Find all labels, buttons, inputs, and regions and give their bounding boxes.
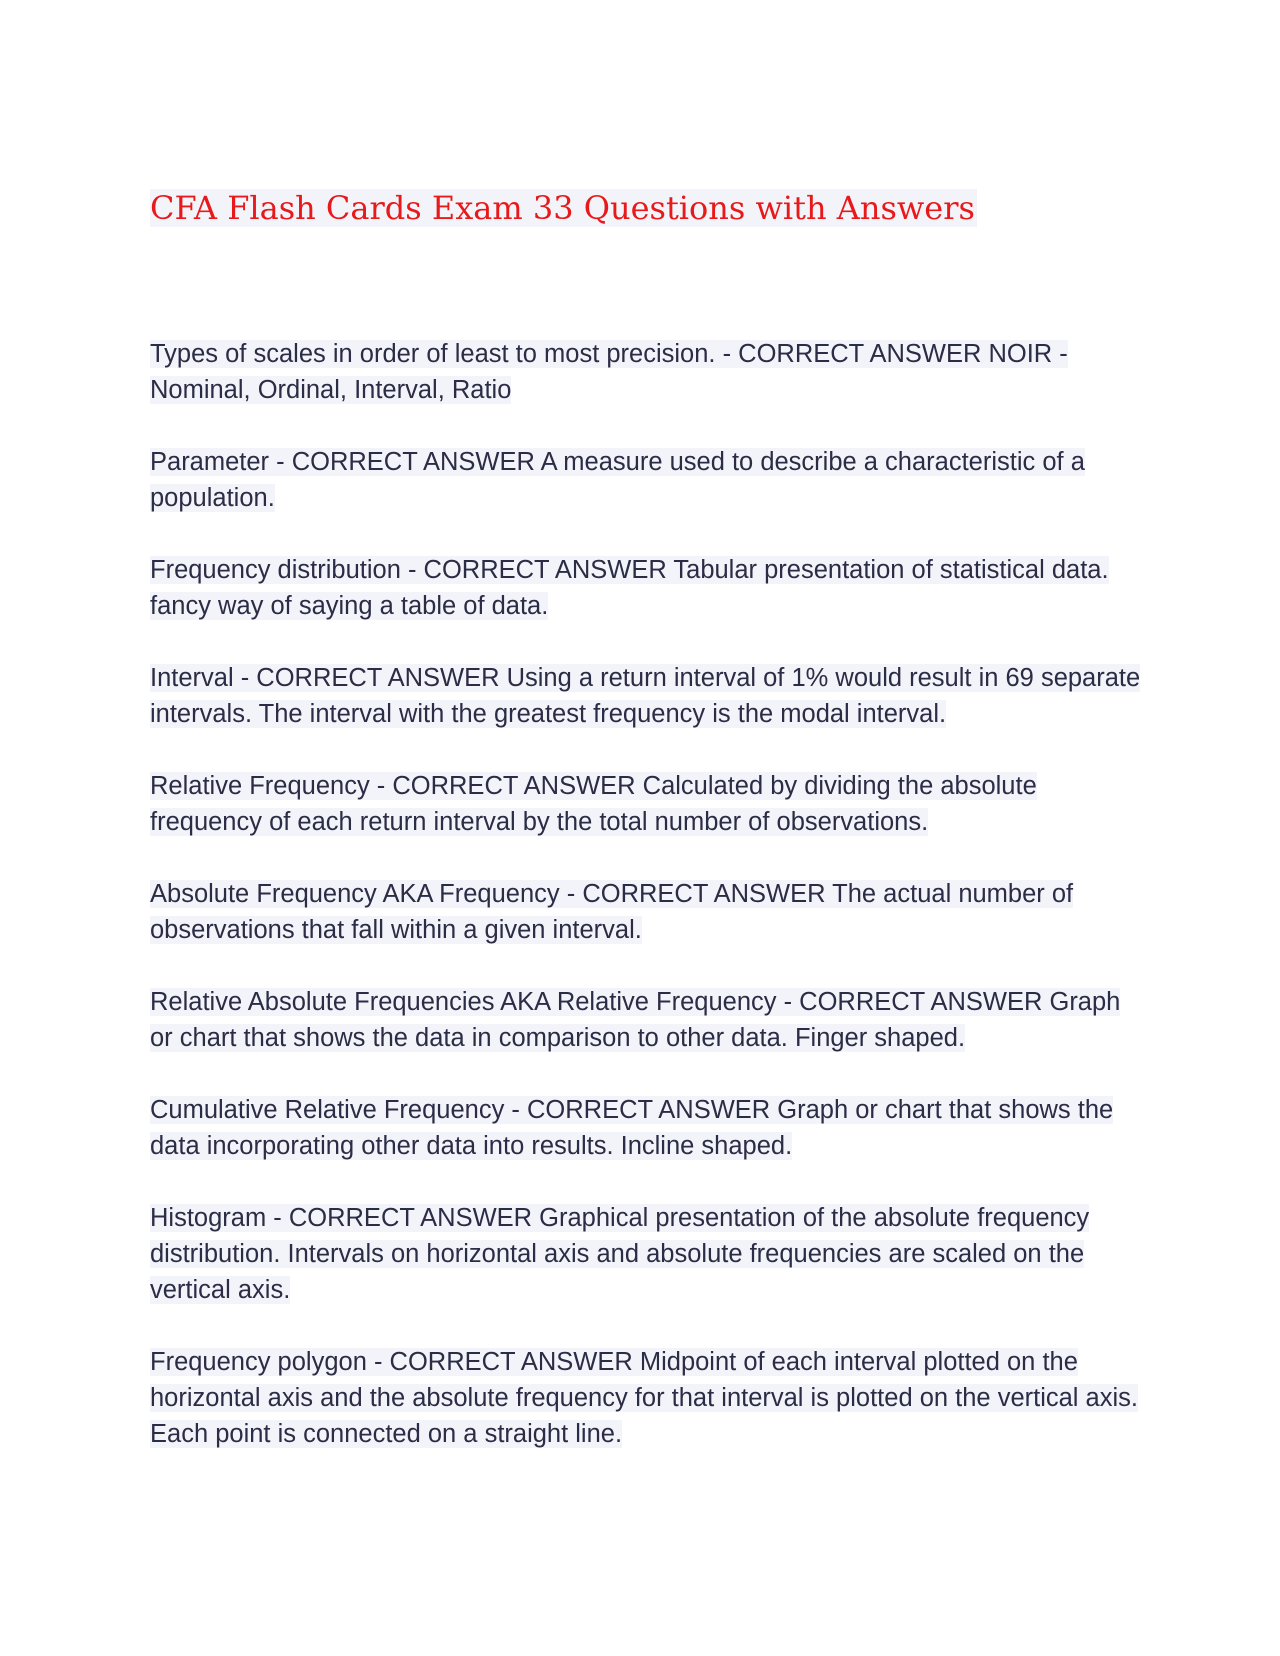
flashcard-item [150,1344,1150,1452]
flashcard-text: Frequency distribution - CORRECT ANSWER Tabular presentation of statistical data. fancy way of saying a table of data. [150,556,1109,620]
flashcard-text: Parameter - CORRECT ANSWER A measure used to describe a characteristic of a population. [150,448,1085,512]
flashcard-text: Relative Absolute Frequencies AKA Relative Frequency - CORRECT ANSWER Graph or chart that shows the data in comparison to other data. Finger shaped. [150,988,1121,1052]
flashcard-text: Types of scales in order of least to most precision. - CORRECT ANSWER NOIR - Nominal, Ordinal, Interval, Ratio [150,340,1068,404]
flashcard-item [150,660,1150,732]
flashcard-text: Frequency polygon - CORRECT ANSWER Midpoint of each interval plotted on the horizontal axis and the absolute frequency for that interval is plotted on the vertical axis. Each point is connected on a straight line. [150,1348,1138,1448]
flashcard-text: Relative Frequency - CORRECT ANSWER Calculated by dividing the absolute frequency of each return interval by the total number of observations. [150,772,1037,836]
document-title [150,186,977,230]
flashcard-list [150,336,1150,1488]
flashcard-text: Histogram - CORRECT ANSWER Graphical presentation of the absolute frequency distribution. Intervals on horizontal axis and absolute frequencies are scaled on the vertical axis. [150,1204,1090,1304]
flashcard-item [150,768,1150,840]
flashcard-item [150,444,1150,516]
flashcard-item [150,1200,1150,1308]
flashcard-text: Interval - CORRECT ANSWER Using a return interval of 1% would result in 69 separate intervals. The interval with the greatest frequency is the modal interval. [150,664,1141,728]
flashcard-text: Absolute Frequency AKA Frequency - CORRECT ANSWER The actual number of observations that fall within a given interval. [150,880,1074,944]
flashcard-item [150,876,1150,948]
flashcard-text: Cumulative Relative Frequency - CORRECT ANSWER Graph or chart that shows the data incorporating other data into results. Incline shaped. [150,1096,1114,1160]
document-title-text: CFA Flash Cards Exam 33 Questions with Answers [150,189,975,227]
flashcard-item [150,336,1150,408]
flashcard-item [150,552,1150,624]
flashcard-item [150,1092,1150,1164]
flashcard-item [150,984,1150,1056]
